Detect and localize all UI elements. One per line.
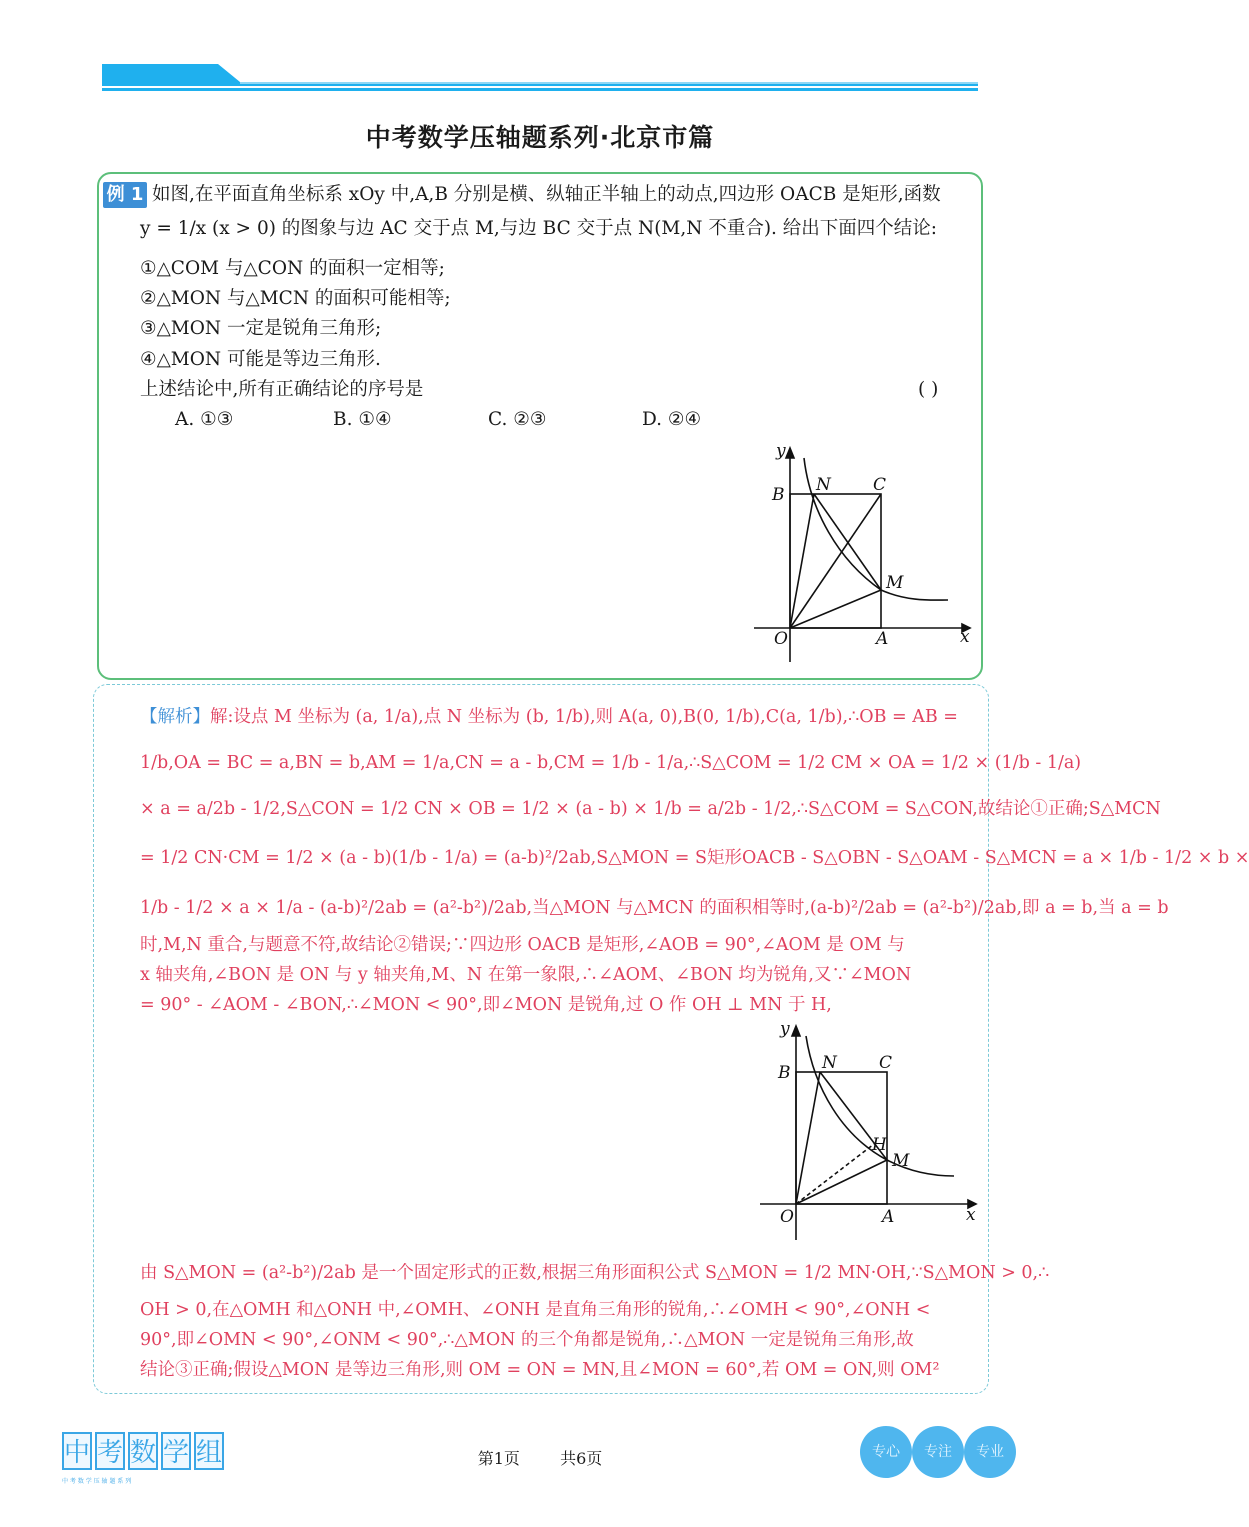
option-c: C. ②③ <box>488 409 547 430</box>
solution-line-2: 1/b,OA = BC = a,BN = b,AM = 1/a,CN = a - b,CM = 1/b - 1/a,∴S△COM = 1/2 CM × OA = 1/2 × (1/b - 1/a) <box>140 753 1082 773</box>
solution-line-5: 1/b - 1/2 × a × 1/a - (a-b)²/2ab = (a²-b²)/2ab,当△MON 与△MCN 的面积相等时,(a-b)²/2ab = (a²-b²)/2ab,即 a = b,当 a = b <box>140 898 1169 918</box>
page-current: 第1页 <box>477 1449 520 1468</box>
logo-char: 考 <box>95 1432 125 1470</box>
solution-line-12: 结论③正确;假设△MON 是等边三角形,则 OM = ON = MN,且∠MON = 60°,若 OM = ON,则 OM² <box>140 1360 940 1380</box>
solution-line-9: 由 S△MON = (a²-b²)/2ab 是一个固定形式的正数,根据三角形面积公式 S△MON = 1/2 MN·OH,∵S△MON > 0,∴ <box>140 1263 1050 1283</box>
solution-line-3: × a = a/2b - 1/2,S△CON = 1/2 CN × OB = 1/2 × (a - b) × 1/b = a/2b - 1/2,∴S△COM = S△CON,故结论①正确;S△MCN <box>140 799 1161 819</box>
label-o: O <box>774 629 788 649</box>
solution-line-1 <box>140 702 958 732</box>
solution-line-8: = 90° - ∠AOM - ∠BON,∴∠MON < 90°,即∠MON 是锐角,过 O 作 OH ⊥ MN 于 H, <box>140 995 832 1015</box>
example-badge: 例 1 <box>103 182 147 208</box>
label-b: B <box>772 485 785 505</box>
page-total: 共6页 <box>560 1449 603 1468</box>
option-d: D. ②④ <box>642 409 702 430</box>
solution-line-10: OH > 0,在△OMH 和△ONH 中,∠OMH、∠ONH 是直角三角形的锐角,∴∠OMH < 90°,∠ONH < <box>140 1300 931 1320</box>
label-y: y <box>776 441 786 461</box>
statement-4: ④△MON 可能是等边三角形. <box>140 349 381 370</box>
option-b: B. ①④ <box>333 409 392 430</box>
logo-char: 中 <box>62 1432 92 1470</box>
label-m: M <box>892 1151 910 1171</box>
option-a: A. ①③ <box>175 409 234 430</box>
label-x: x <box>966 1205 976 1225</box>
page-title: 中考数学压轴题系列·北京市篇 <box>365 123 715 152</box>
logo-char: 组 <box>194 1432 224 1470</box>
label-x: x <box>960 627 970 647</box>
logo-subtitle: 中 考 数 学 压 轴 题 系 列 <box>62 1478 132 1485</box>
solution-line-11: 90°,即∠OMN < 90°,∠ONM < 90°,∴△MON 的三个角都是锐角,∴△MON 一定是锐角三角形,故 <box>140 1330 914 1350</box>
label-b: B <box>778 1063 791 1083</box>
label-m: M <box>886 573 904 593</box>
label-h: H <box>872 1135 887 1155</box>
badge-professional: 专业 <box>964 1426 1016 1478</box>
label-y: y <box>780 1019 790 1039</box>
solution-tag: 【解析】 <box>140 707 210 727</box>
label-c: C <box>879 1053 893 1073</box>
statement-2: ②△MON 与△MCN 的面积可能相等; <box>140 288 451 309</box>
figure-2 <box>754 1018 984 1248</box>
label-a: A <box>882 1207 895 1227</box>
question-line-2: y = 1/x (x > 0) 的图象与边 AC 交于点 M,与边 BC 交于点 N(M,N 不重合). 给出下面四个结论: <box>140 218 938 239</box>
logo-char: 学 <box>161 1432 191 1470</box>
statement-1: ①△COM 与△CON 的面积一定相等; <box>140 258 445 279</box>
badge-attention: 专注 <box>912 1426 964 1478</box>
label-a: A <box>876 629 889 649</box>
question-ask: 上述结论中,所有正确结论的序号是 <box>140 379 424 400</box>
logo-char: 数 <box>128 1432 158 1470</box>
label-n: N <box>816 475 831 495</box>
figure-1 <box>748 440 978 668</box>
solution-line-6: 时,M,N 重合,与题意不符,故结论②错误;∵四边形 OACB 是矩形,∠AOB = 90°,∠AOM 是 OM 与 <box>140 935 905 955</box>
solution-line-4: = 1/2 CN·CM = 1/2 × (a - b)(1/b - 1/a) = (a-b)²/2ab,S△MON = S矩形OACB - S△OBN - S△OAM - S△MCN = a × 1/b - 1/2 × b × <box>140 848 1249 868</box>
solution-text-1: 解:设点 M 坐标为 (a, 1/a),点 N 坐标为 (b, 1/b),则 A(a, 0),B(0, 1/b),C(a, 1/b),∴OB = AB = <box>210 707 958 727</box>
statement-3: ③△MON 一定是锐角三角形; <box>140 318 382 339</box>
label-o: O <box>780 1207 794 1227</box>
solution-line-7: x 轴夹角,∠BON 是 ON 与 y 轴夹角,M、N 在第一象限,∴∠AOM、∠BON 均为锐角,又∵∠MON <box>140 965 912 985</box>
question-line-1: 如图,在平面直角坐标系 xOy 中,A,B 分别是横、纵轴正半轴上的动点,四边形 OACB 是矩形,函数 <box>152 184 941 205</box>
label-c: C <box>873 475 887 495</box>
label-n: N <box>822 1053 837 1073</box>
header-banner <box>0 0 1080 110</box>
badge-focus: 专心 <box>860 1426 912 1478</box>
answer-paren: ( ) <box>918 379 939 400</box>
